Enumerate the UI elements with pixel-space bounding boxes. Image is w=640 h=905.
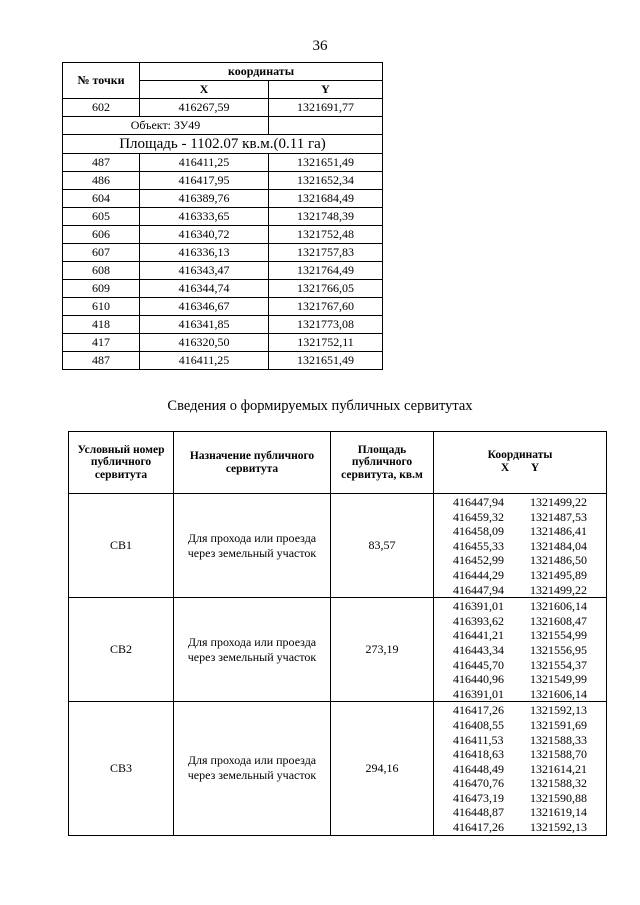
area-label: Площадь - 1102.07 кв.м.(0.11 га) xyxy=(63,135,383,154)
point-cell: 487 xyxy=(63,154,140,172)
h-area: Площадь публичного сервитута, кв.м xyxy=(331,432,434,494)
servitude-area: 83,57 xyxy=(331,494,434,598)
h-coords-xy xyxy=(434,461,606,476)
servitude-row xyxy=(69,494,607,598)
servitude-purpose: Для прохода или проезда через земельный участок xyxy=(174,702,331,835)
coord-x: 416417,26 xyxy=(453,703,504,718)
point-cell: 608 xyxy=(63,262,140,280)
page-number: 36 xyxy=(312,38,328,54)
servitude-purpose: Для прохода или проезда через земельный участок xyxy=(174,598,331,702)
coord-x: 416417,26 xyxy=(453,820,504,835)
coord-x: 416459,32 xyxy=(453,509,504,524)
y-cell: 1321651,49 xyxy=(269,352,383,370)
point-cell: 602 xyxy=(63,99,140,117)
y-cell: 1321767,60 xyxy=(269,298,383,316)
servitude-coords xyxy=(434,494,607,598)
coords-header-row-1 xyxy=(63,63,383,81)
point-cell: 486 xyxy=(63,172,140,190)
table-row xyxy=(63,154,383,172)
coord-pair xyxy=(434,583,606,598)
object-row xyxy=(63,117,383,135)
servitude-coords xyxy=(434,702,607,835)
point-cell: 610 xyxy=(63,298,140,316)
coord-x: 416447,94 xyxy=(453,582,504,597)
point-cell: 417 xyxy=(63,334,140,352)
coord-pair xyxy=(434,805,606,820)
coord-x: 416470,76 xyxy=(453,776,504,791)
point-cell: 606 xyxy=(63,226,140,244)
servitude-row xyxy=(69,598,607,702)
coord-y: 1321549,99 xyxy=(530,672,587,687)
coord-y: 1321556,95 xyxy=(530,642,587,657)
table-row xyxy=(63,208,383,226)
coordinates-table xyxy=(62,62,383,370)
y-cell: 1321652,34 xyxy=(269,172,383,190)
point-cell: 609 xyxy=(63,280,140,298)
coord-pair xyxy=(434,599,606,614)
coord-pair xyxy=(434,495,606,510)
table-row xyxy=(63,172,383,190)
table-row xyxy=(63,226,383,244)
table-row xyxy=(63,316,383,334)
point-cell: 418 xyxy=(63,316,140,334)
coord-pair xyxy=(434,614,606,629)
servitude-id: СВ3 xyxy=(69,702,174,835)
x-cell: 416346,67 xyxy=(140,298,269,316)
point-cell: 605 xyxy=(63,208,140,226)
coord-pair xyxy=(434,718,606,733)
coord-x: 416418,63 xyxy=(453,747,504,762)
coord-pair xyxy=(434,733,606,748)
col-x-header: X xyxy=(140,81,269,99)
coord-x: 416408,55 xyxy=(453,717,504,732)
point-cell: 487 xyxy=(63,352,140,370)
x-cell: 416336,13 xyxy=(140,244,269,262)
x-cell: 416343,47 xyxy=(140,262,269,280)
table-row xyxy=(63,352,383,370)
table-row xyxy=(63,334,383,352)
servitudes-caption: Сведения о формируемых публичных сервитутах xyxy=(167,398,473,414)
coord-x: 416473,19 xyxy=(453,790,504,805)
x-cell: 416333,65 xyxy=(140,208,269,226)
coord-x: 416393,62 xyxy=(453,613,504,628)
y-cell: 1321752,48 xyxy=(269,226,383,244)
coord-x: 416391,01 xyxy=(453,686,504,701)
coord-y: 1321619,14 xyxy=(530,805,587,820)
col-y-header: Y xyxy=(269,81,383,99)
x-cell: 416411,25 xyxy=(140,352,269,370)
h-coords-title: Координаты xyxy=(487,448,553,461)
coord-x: 416440,96 xyxy=(453,672,504,687)
coord-pair xyxy=(434,643,606,658)
table-row xyxy=(63,99,383,117)
y-cell: 1321748,39 xyxy=(269,208,383,226)
coord-x: 416391,01 xyxy=(453,599,504,614)
coord-pair xyxy=(434,628,606,643)
y-cell: 1321764,49 xyxy=(269,262,383,280)
coord-pair xyxy=(434,672,606,687)
coord-pair xyxy=(434,687,606,702)
point-cell: 607 xyxy=(63,244,140,262)
x-cell: 416267,59 xyxy=(140,99,269,117)
coord-pair xyxy=(434,776,606,791)
object-empty-cell xyxy=(269,117,383,135)
col-coords-header: координаты xyxy=(140,63,383,81)
coord-y: 1321592,13 xyxy=(530,703,587,718)
coord-pair xyxy=(434,703,606,718)
coord-y: 1321588,32 xyxy=(530,776,587,791)
coord-x: 416452,99 xyxy=(453,553,504,568)
table-row xyxy=(63,280,383,298)
table-row xyxy=(63,190,383,208)
y-cell: 1321773,08 xyxy=(269,316,383,334)
coord-x: 416447,94 xyxy=(453,495,504,509)
coord-y: 1321487,53 xyxy=(530,509,587,524)
x-cell: 416411,25 xyxy=(140,154,269,172)
y-cell: 1321651,49 xyxy=(269,154,383,172)
coord-pair xyxy=(434,791,606,806)
coord-x: 416448,49 xyxy=(453,761,504,776)
object-label: Объект: ЗУ49 xyxy=(63,117,269,135)
coord-x: 416455,33 xyxy=(453,538,504,553)
servitude-row xyxy=(69,702,607,835)
coord-y: 1321606,14 xyxy=(530,599,587,614)
coord-y: 1321499,22 xyxy=(530,495,587,509)
y-cell: 1321752,11 xyxy=(269,334,383,352)
x-cell: 416389,76 xyxy=(140,190,269,208)
h-x: X xyxy=(500,462,510,475)
x-cell: 416320,50 xyxy=(140,334,269,352)
coord-x: 416448,87 xyxy=(453,805,504,820)
point-cell: 604 xyxy=(63,190,140,208)
coord-pair xyxy=(434,762,606,777)
coord-x: 416445,70 xyxy=(453,657,504,672)
servitudes-table xyxy=(68,431,607,836)
h-number: Условный номер публичного сервитута xyxy=(69,432,174,494)
coord-pair xyxy=(434,747,606,762)
coord-y: 1321499,22 xyxy=(530,582,587,597)
h-coords xyxy=(434,432,607,494)
coord-y: 1321608,47 xyxy=(530,613,587,628)
servitude-area: 294,16 xyxy=(331,702,434,835)
coord-y: 1321592,13 xyxy=(530,820,587,835)
coord-y: 1321591,69 xyxy=(530,717,587,732)
coord-x: 416443,34 xyxy=(453,642,504,657)
coord-y: 1321486,50 xyxy=(530,553,587,568)
coord-pair xyxy=(434,524,606,539)
coord-y: 1321614,21 xyxy=(530,761,587,776)
coord-y: 1321606,14 xyxy=(530,686,587,701)
col-point-header: № точки xyxy=(63,63,140,99)
coord-y: 1321554,99 xyxy=(530,628,587,643)
x-cell: 416341,85 xyxy=(140,316,269,334)
coord-pair xyxy=(434,539,606,554)
servitude-area: 273,19 xyxy=(331,598,434,702)
y-cell: 1321757,83 xyxy=(269,244,383,262)
coord-x: 416458,09 xyxy=(453,524,504,539)
servitude-purpose: Для прохода или проезда через земельный участок xyxy=(174,494,331,598)
servitude-id: СВ2 xyxy=(69,598,174,702)
y-cell: 1321766,05 xyxy=(269,280,383,298)
table-row xyxy=(63,262,383,280)
y-cell: 1321691,77 xyxy=(269,99,383,117)
coord-y: 1321486,41 xyxy=(530,524,587,539)
x-cell: 416417,95 xyxy=(140,172,269,190)
coord-x: 416411,53 xyxy=(453,732,504,747)
x-cell: 416344,74 xyxy=(140,280,269,298)
coord-x: 416441,21 xyxy=(453,628,504,643)
coord-pair xyxy=(434,553,606,568)
coord-y: 1321484,04 xyxy=(530,538,587,553)
coord-y: 1321588,33 xyxy=(530,732,587,747)
coord-pair xyxy=(434,510,606,525)
coord-pair xyxy=(434,820,606,835)
coord-y: 1321554,37 xyxy=(530,657,587,672)
coord-y: 1321590,88 xyxy=(530,790,587,805)
coord-x: 416444,29 xyxy=(453,567,504,582)
coord-pair xyxy=(434,658,606,673)
table-row xyxy=(63,298,383,316)
x-cell: 416340,72 xyxy=(140,226,269,244)
servitude-id: СВ1 xyxy=(69,494,174,598)
h-y: Y xyxy=(530,462,540,475)
servitude-coords xyxy=(434,598,607,702)
coord-pair xyxy=(434,568,606,583)
h-purpose: Назначение публичного сервитута xyxy=(174,432,331,494)
area-row xyxy=(63,135,383,154)
y-cell: 1321684,49 xyxy=(269,190,383,208)
coord-y: 1321495,89 xyxy=(530,567,587,582)
coord-y: 1321588,70 xyxy=(530,747,587,762)
servitudes-header-row xyxy=(69,432,607,494)
table-row xyxy=(63,244,383,262)
